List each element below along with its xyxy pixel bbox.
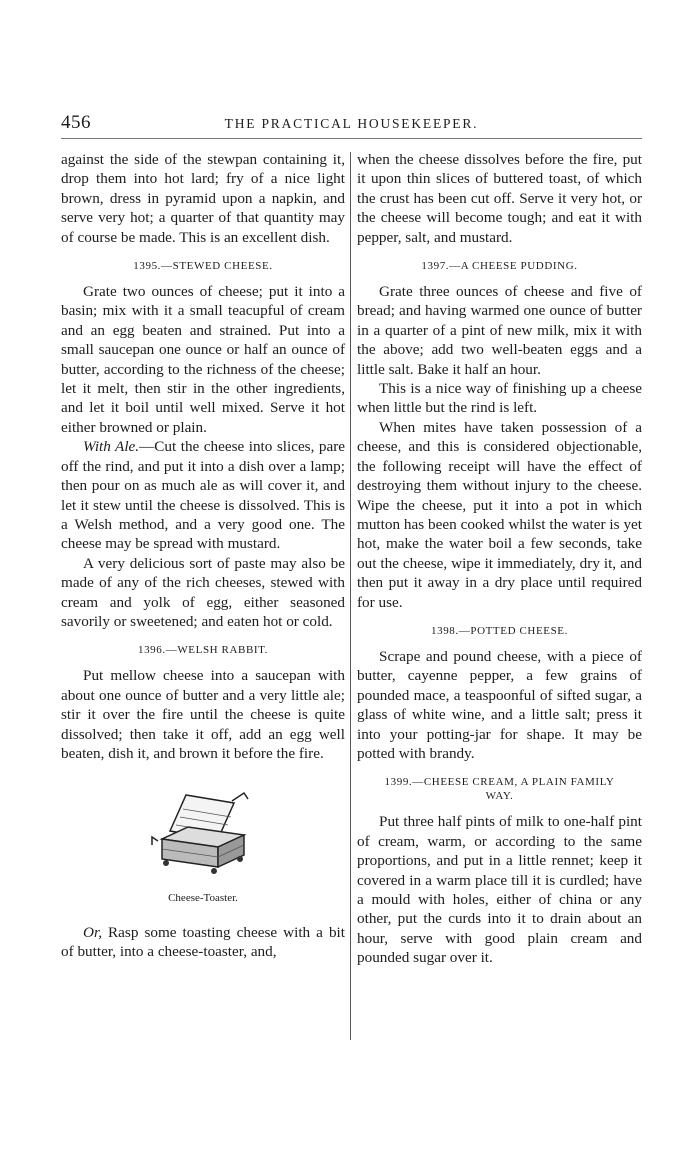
- continued-paragraph-right: when the cheese dissolves before the fire, put it upon thin slices of buttered toast, of which the crust has been cut off. Serve it very hot, or the cheese will become tough; and eat it with pepper, salt, and mustard.: [357, 151, 642, 246]
- header-rule: [61, 138, 642, 139]
- recipe-1397-paragraph-1: Grate three ounces of cheese and five of bread; and having warmed one ounce of butter in a quarter of a pint of new milk, mix it with the above; add two well-beaten eggs and a little salt. Bake it half an hour.: [357, 283, 642, 378]
- recipe-heading-1399-line-2: WAY.: [485, 790, 514, 803]
- recipe-heading-1399: [357, 775, 642, 803]
- recipe-1399-paragraph: Put three half pints of milk to one-half pint of cream, warm, or according to the same proportions, and put in a little rennet; keep it covered in a warm place till it is curdled; have a mould with holes, either of china or any other, put the curds into it to drain about an hour, serve with good plain cream and pounded sugar over it.: [357, 813, 642, 967]
- with-ale-text: —Cut the cheese into slices, pare off the rind, and put it into a dish over a lamp; then pour on as much ale as will cover it, and let it stew until the cheese is dissolved. This is a Welsh method, and a very good one. The cheese may be spread with mustard.: [61, 438, 346, 553]
- recipe-1395-paragraph-3: A very delicious sort of paste may also be made of any of the rich cheeses, stewed with cream and yolk of egg, either seasoned savorily or sweetened; and eaten hot or cold.: [61, 554, 345, 630]
- recipe-heading-1396: 1396.—WELSH RABBIT.: [137, 644, 269, 657]
- cheese-toaster-figure: [61, 783, 345, 908]
- right-column: [357, 150, 642, 968]
- or-text: Rasp some toasting cheese with a bit of butter, into a cheese-toaster, and,: [61, 923, 345, 961]
- recipe-heading-1397: 1397.—A CHEESE PUDDING.: [421, 260, 578, 273]
- recipe-heading-1398: 1398.—POTTED CHEESE.: [431, 624, 568, 637]
- recipe-1398-paragraph: Scrape and pound cheese, with a piece of butter, cayenne pepper, a few grains of pounded mace, a teaspoonful of sifted sugar, a glass of white wine, and a little salt; press it into your potting-jar for shape. It may be potted with brandy.: [357, 647, 642, 762]
- left-column: [61, 150, 345, 962]
- running-title: THE PRACTICAL HOUSEKEEPER.: [224, 116, 479, 131]
- or-lead: Or,: [83, 923, 102, 941]
- or-paragraph: [61, 923, 345, 962]
- recipe-heading-1399-line-1: 1399.—CHEESE CREAM, A PLAIN FAMILY: [384, 776, 615, 789]
- recipe-1396-paragraph: Put mellow cheese into a saucepan with about one ounce of butter and a very little ale; stir it over the fire until the cheese is quite dissolved; then take it off, add an egg well beaten, dish it, and brown it before the fire.: [61, 667, 345, 762]
- recipe-1397-paragraph-3: When mites have taken possession of a cheese, and this is considered objectionable, the following receipt will have the effect of destroying them without injury to the cheese. Wipe the cheese, put it into a pot in which mutton has been cooked whilst the water is yet hot, make the water boil a few seconds, take out the cheese, wipe it immediately, dry it, and then put it away in a dry place until required for use.: [357, 418, 642, 611]
- figure-caption: Cheese-Toaster.: [168, 892, 238, 905]
- page-number: 456: [61, 112, 91, 133]
- column-divider: [350, 152, 351, 1040]
- page-header: [61, 112, 642, 138]
- continued-paragraph: against the side of the stewpan containing it, drop them into hot lard; fry of a nice light brown, dress in pyramid upon a napkin, and serve very hot; a quarter of that quantity may of course be made. This is an excellent dish.: [61, 151, 345, 246]
- recipe-1397-paragraph-2: This is a nice way of finishing up a cheese when little but the rind is left.: [357, 380, 642, 417]
- cheese-toaster-illustration: [148, 783, 258, 883]
- recipe-1395-paragraph-1: Grate two ounces of cheese; put it into a basin; mix with it a small teacupful of cream and an egg beaten and strained. Put into a small saucepan one ounce or half an ounce of butter, according to the richness of the cheese; let it melt, then stir in the other ingredients, and let it boil until well mixed. Serve it hot either browned or plain.: [61, 283, 345, 436]
- with-ale-lead: With Ale.: [83, 438, 140, 456]
- recipe-1395-paragraph-2: [61, 437, 345, 553]
- recipe-heading-1395: 1395.—STEWED CHEESE.: [133, 260, 273, 273]
